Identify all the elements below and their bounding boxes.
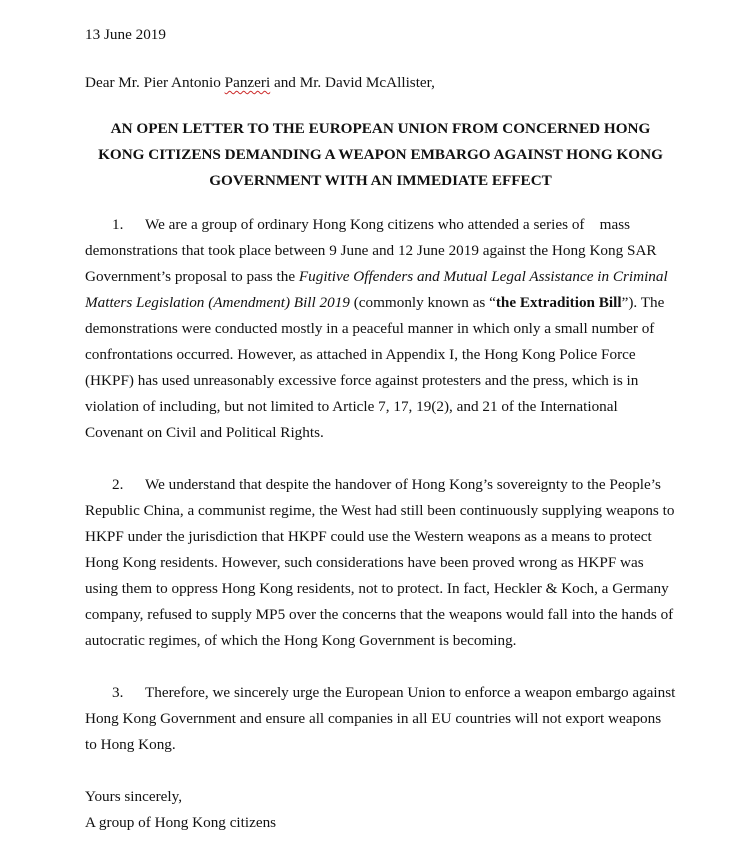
paragraph-text: ”). The demonstrations were conducted mostly in a peaceful manner in which only a small number of confrontations occurred. However, as attached in Appendix I, the Hong Kong Police Force (HKPF) has used unreasonably excessive force against protesters and the press, which is in violation of including, but not limited to Article 7, 17, 19(2), and 21 of the International Covenant on Civil and Political Rights. [85, 294, 665, 441]
title-line: KONG CITIZENS DEMANDING A WEAPON EMBARGO AGAINST HONG KONG [98, 146, 663, 163]
letter-title [85, 116, 676, 194]
letter-date: 13 June 2019 [85, 26, 166, 43]
paragraph-2 [85, 472, 676, 654]
paragraph-text: We are a group of ordinary Hong Kong citizens who attended a series of mass demonstrations that took place between 9 June and 12 June 2019 against the Hong Kong SAR Government’s proposal to pass the [85, 216, 657, 285]
salutation-start: Dear Mr. Pier Antonio [85, 74, 225, 91]
paragraph-3 [85, 680, 676, 758]
salutation [85, 70, 676, 96]
title-line: GOVERNMENT WITH AN IMMEDIATE EFFECT [209, 172, 552, 189]
paragraph-number: 2. [112, 476, 124, 493]
closing: Yours sincerely, [85, 788, 183, 805]
paragraph-1 [85, 212, 676, 446]
spellcheck-flagged-name[interactable]: Panzeri [224, 74, 271, 91]
salutation-end: and Mr. David McAllister, [270, 74, 435, 91]
bill-name: Fugitive Offenders and Mutual Legal Assistance in Criminal Matters Legislation (Amendment) Bill 2019 [85, 268, 668, 311]
signature: A group of Hong Kong citizens [85, 814, 277, 831]
paragraph-text: We understand that despite the handover of Hong Kong’s sovereignty to the People’s Republic China, a communist regime, the West had still been continuously supplying weapons to HKPF under the jurisdiction that HKPF could use the Western weapons as a means to protect Hong Kong residents. However, such considerations have been proved wrong as HKPF was using them to oppress Hong Kong residents, not to protect. In fact, Heckler & Koch, a Germany company, refused to supply MP5 over the concerns that the weapons would fall into the hands of autocratic regimes, of which the Hong Kong Government is becoming. [85, 476, 675, 649]
paragraph-number: 1. [112, 216, 124, 233]
bill-short-name: the Extradition Bill [495, 294, 622, 311]
paragraph-text: Therefore, we sincerely urge the European Union to enforce a weapon embargo against Hong Kong Government and ensure all companies in all EU countries will not export weapons to Hong Kong. [85, 684, 676, 753]
paragraph-text: (commonly known as “ [349, 294, 496, 311]
paragraph-number: 3. [112, 684, 124, 701]
title-line: AN OPEN LETTER TO THE EUROPEAN UNION FROM CONCERNED HONG [110, 120, 651, 137]
